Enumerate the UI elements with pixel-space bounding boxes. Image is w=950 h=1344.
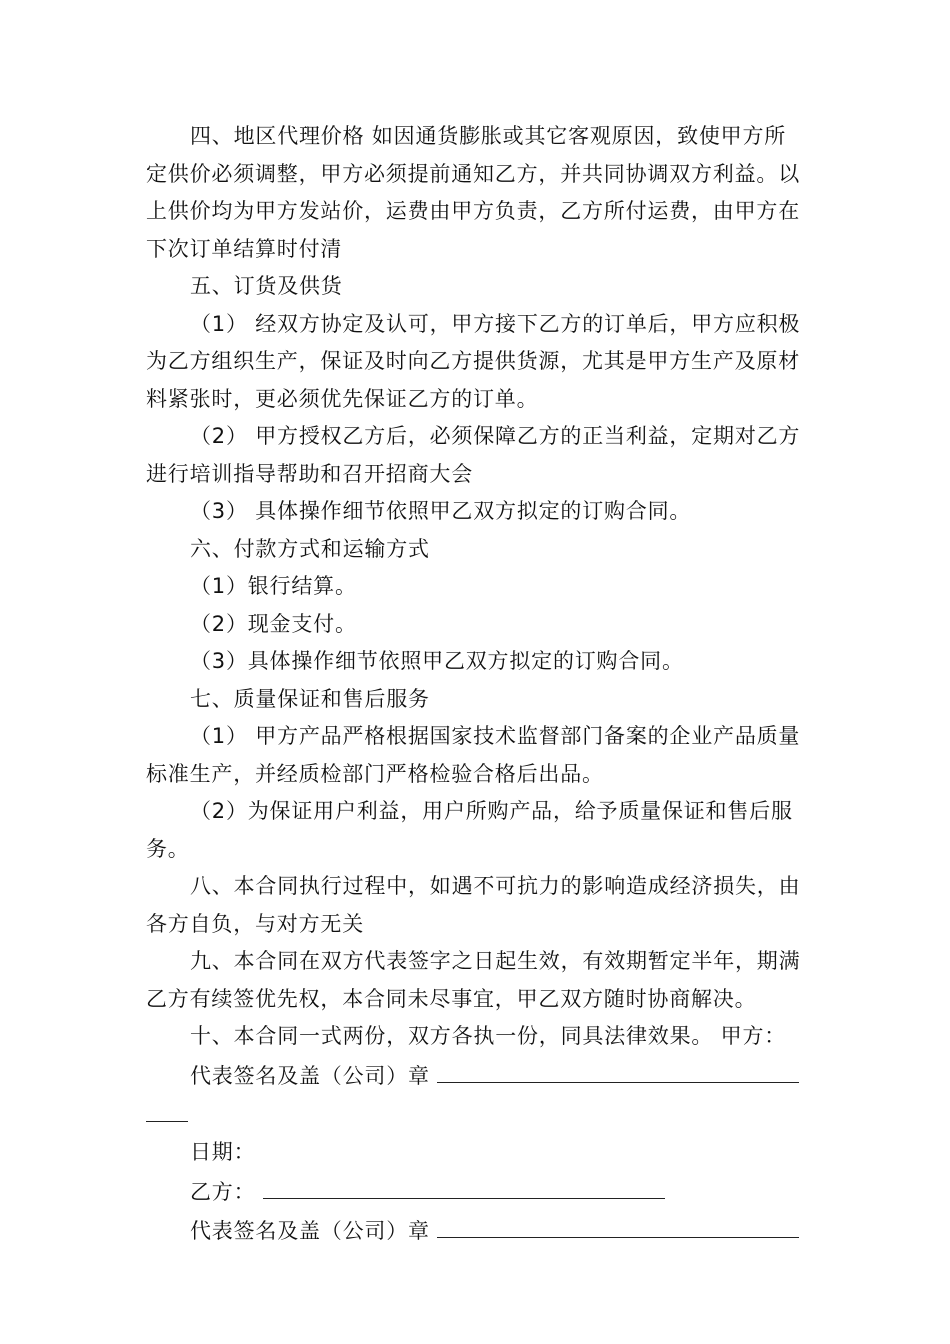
clause-5-item-1: （1） 经双方协定及认可，甲方接下乙方的订单后，甲方应积极为乙方组织生产，保证及时向乙方提供货源，尤其是甲方生产及原材料紧张时，更必须优先保证乙方的订单。 xyxy=(146,311,801,411)
party-a-signature-blank-continued xyxy=(146,1095,188,1122)
clause-5-item-2: （2） 甲方授权乙方后，必须保障乙方的正当利益，定期对乙方进行培训指导帮助和召开招商大会 xyxy=(146,424,801,486)
clause-7-heading: 七、质量保证和售后服务 xyxy=(190,686,430,711)
party-a-signature-line xyxy=(146,1056,806,1096)
party-a-rep-label: 代表签名及盖（公司）章 xyxy=(190,1063,430,1088)
clause-6-heading: 六、付款方式和运输方式 xyxy=(190,536,430,561)
party-b-signature-line xyxy=(146,1211,806,1251)
party-a-signature-blank[interactable] xyxy=(437,1056,799,1083)
clause-9: 九、本合同在双方代表签字之日起生效，有效期暂定半年，期满乙方有续签优先权，本合同未尽事宜，甲乙双方随时协商解决。 xyxy=(146,949,801,1011)
date-line xyxy=(146,1134,806,1172)
clause-10: 十、本合同一式两份，双方各执一份，同具法律效果。 甲方： xyxy=(190,1024,787,1048)
clause-8: 八、本合同执行过程中，如遇不可抗力的影响造成经济损失，由各方自负，与对方无关 xyxy=(146,874,801,936)
clause-7-item-1: （1） 甲方产品严格根据国家技术监督部门备案的企业产品质量标准生产，并经质检部门严格检验合格后出品。 xyxy=(146,724,801,786)
contract-page xyxy=(146,118,806,1251)
party-b-line xyxy=(146,1172,806,1212)
party-b-label: 乙方： xyxy=(190,1179,256,1204)
party-b-blank[interactable] xyxy=(263,1172,665,1199)
clause-7-item-2: （2）为保证用户利益，用户所购产品，给予质量保证和售后服务。 xyxy=(146,799,793,861)
clause-6-item-2: （2）现金支付。 xyxy=(190,611,357,636)
party-b-rep-label: 代表签名及盖（公司）章 xyxy=(190,1219,430,1243)
clause-6-item-1: （1）银行结算。 xyxy=(190,574,357,598)
party-b-signature-blank[interactable] xyxy=(437,1211,799,1238)
clause-6-item-3: （3）具体操作细节依照甲乙双方拟定的订购合同。 xyxy=(190,649,684,673)
date-label: 日期： xyxy=(190,1140,256,1164)
clause-5-item-3: （3） 具体操作细节依照甲乙双方拟定的订购合同。 xyxy=(190,499,692,523)
clause-4: 四、地区代理价格 如因通货膨胀或其它客观原因，致使甲方所定供价必须调整，甲方必须提前通知乙方，并共同协调双方利益。以上供价均为甲方发站价，运费由甲方负责，乙方所付运费，由甲方在下次订单结算时付清 xyxy=(146,124,800,261)
clause-5-heading: 五、订货及供货 xyxy=(190,274,343,298)
